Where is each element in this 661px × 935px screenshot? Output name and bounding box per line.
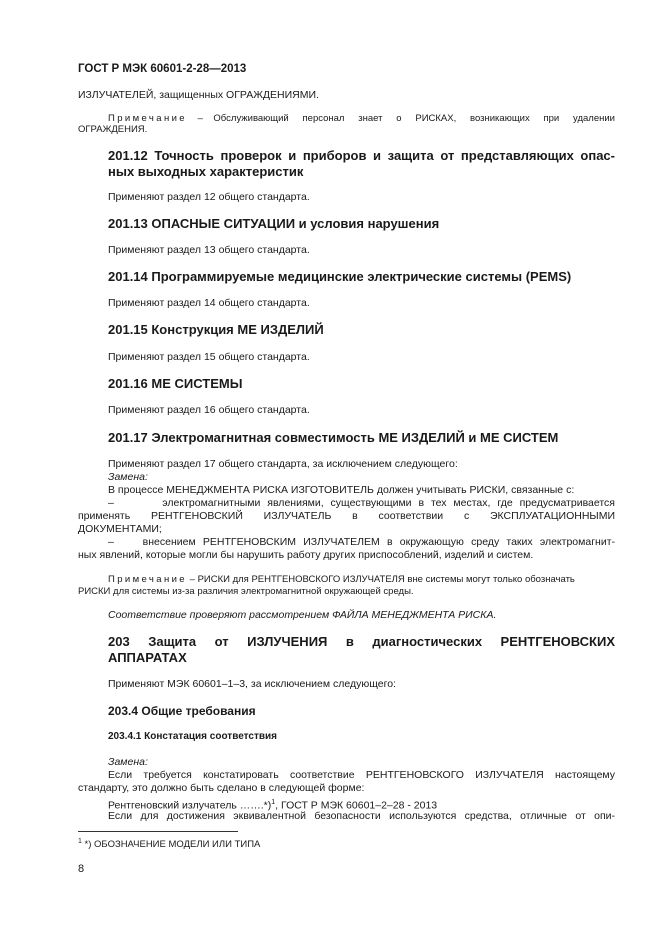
body-203-4-1-line-1: Если требуется констатировать соответствие РЕНТГЕНОВСКОГО ИЗЛУЧАТЕЛЯ настоящему [108,769,615,781]
heading-203-4: 203.4 Общие требования [108,704,256,718]
body-201-15: Применяют раздел 15 общего стандарта. [108,351,310,363]
note-2-line-2: РИСКИ для системы из-за различия электромагнитной окружающей среды. [78,586,414,597]
heading-203-cont: АППАРАТАХ [108,650,187,665]
page-number: 8 [78,863,85,875]
note-2-label: Примечание [108,574,187,585]
bullet-1-line-2: применять РЕНТГЕНОВСКИЙ ИЗЛУЧАТЕЛЬ в соответствии с ЭКСПЛУАТАЦИОННЫМИ [78,510,615,522]
replacement-label-2: Замена: [108,756,148,768]
body-203-4-1-line-2: стандарту, это должно быть сделано в следующей форме: [78,782,365,794]
compliance-check: Соответствие проверяют рассмотрением ФАЙЛА МЕНЕДЖМЕНТА РИСКА. [108,609,497,621]
note-1-line-2: ОГРАЖДЕНИЯ. [78,124,148,135]
heading-201-14: 201.14 Программируемые медицинские электрические системы (PEMS) [108,269,572,284]
body-201-13: Применяют раздел 13 общего стандарта. [108,244,310,256]
bullet-2-line-1: – внесением РЕНТГЕНОВСКИМ ИЗЛУЧАТЕЛЕМ в окружающую среду таких электромагнит- [108,536,615,548]
footnote-divider [78,831,238,832]
body-201-16: Применяют раздел 16 общего стандарта. [108,404,310,416]
heading-201-13: 201.13 ОПАСНЫЕ СИТУАЦИИ и условия нарушения [108,216,440,231]
note-1-line: Примечание – Обслуживающий персонал знает о РИСКАХ, возникающих при удалении [108,113,615,124]
intro-text: ИЗЛУЧАТЕЛЕЙ, защищенных ОГРАЖДЕНИЯМИ. [78,89,319,101]
body-203-4-1-line-4: Если для достижения эквивалентной безопасности используются средства, отличные от опи- [108,810,615,822]
note-2-line-1: Примечание – РИСКИ для РЕНТГЕНОВСКОГО ИЗЛУЧАТЕЛЯ вне системы могут только обозначать [108,574,575,585]
body-203: Применяют МЭК 60601–1–3, за исключением следующего: [108,678,396,690]
heading-201-12: 201.12 Точность проверок и приборов и защита от представляющих опас- [108,148,615,163]
note-label: Примечание [108,113,187,124]
body-201-14: Применяют раздел 14 общего стандарта. [108,297,310,309]
body-201-17-line-1: Применяют раздел 17 общего стандарта, за исключением следующего: [108,458,458,470]
heading-201-15: 201.15 Конструкция МЕ ИЗДЕЛИЙ [108,322,324,337]
document-header: ГОСТ Р МЭК 60601-2-28—2013 [78,63,247,75]
body-203-4-1-line-3: Рентгеновский излучатель …….*)$^1$, ГОСТ Р МЭК 60601–2–28 - 2013 [108,799,438,812]
heading-201-16: 201.16 МЕ СИСТЕМЫ [108,376,243,391]
heading-203: 203 Защита от ИЗЛУЧЕНИЯ в диагностических РЕНТГЕНОВСКИХ [108,634,615,649]
heading-201-12-cont: ных выходных характеристик [108,164,304,179]
bullet-2-line-2: ных явлений, которые могли бы нарушить работу других приспособлений, изделий и систем. [78,549,534,561]
footnote-ref: 1 [271,799,276,806]
body-201-17-line-2: В процессе МЕНЕДЖМЕНТА РИСКА ИЗГОТОВИТЕЛЬ должен учитывать РИСКИ, связанные с: [108,484,575,496]
heading-201-17: 201.17 Электромагнитная совместимость МЕ ИЗДЕЛИЙ и МЕ СИСТЕМ [108,430,559,445]
heading-203-4-1: 203.4.1 Констатация соответствия [108,731,278,742]
replacement-label: Замена: [108,471,148,483]
body-201-12: Применяют раздел 12 общего стандарта. [108,191,310,203]
bullet-1-line-3: ДОКУМЕНТАМИ; [78,523,162,535]
footnote: $^1$ *) ОБОЗНАЧЕНИЕ МОДЕЛИ ИЛИ ТИПА [78,838,261,851]
bullet-1-line-1: – электромагнитными явлениями, существующими в тех местах, где предусматривается [108,497,615,509]
